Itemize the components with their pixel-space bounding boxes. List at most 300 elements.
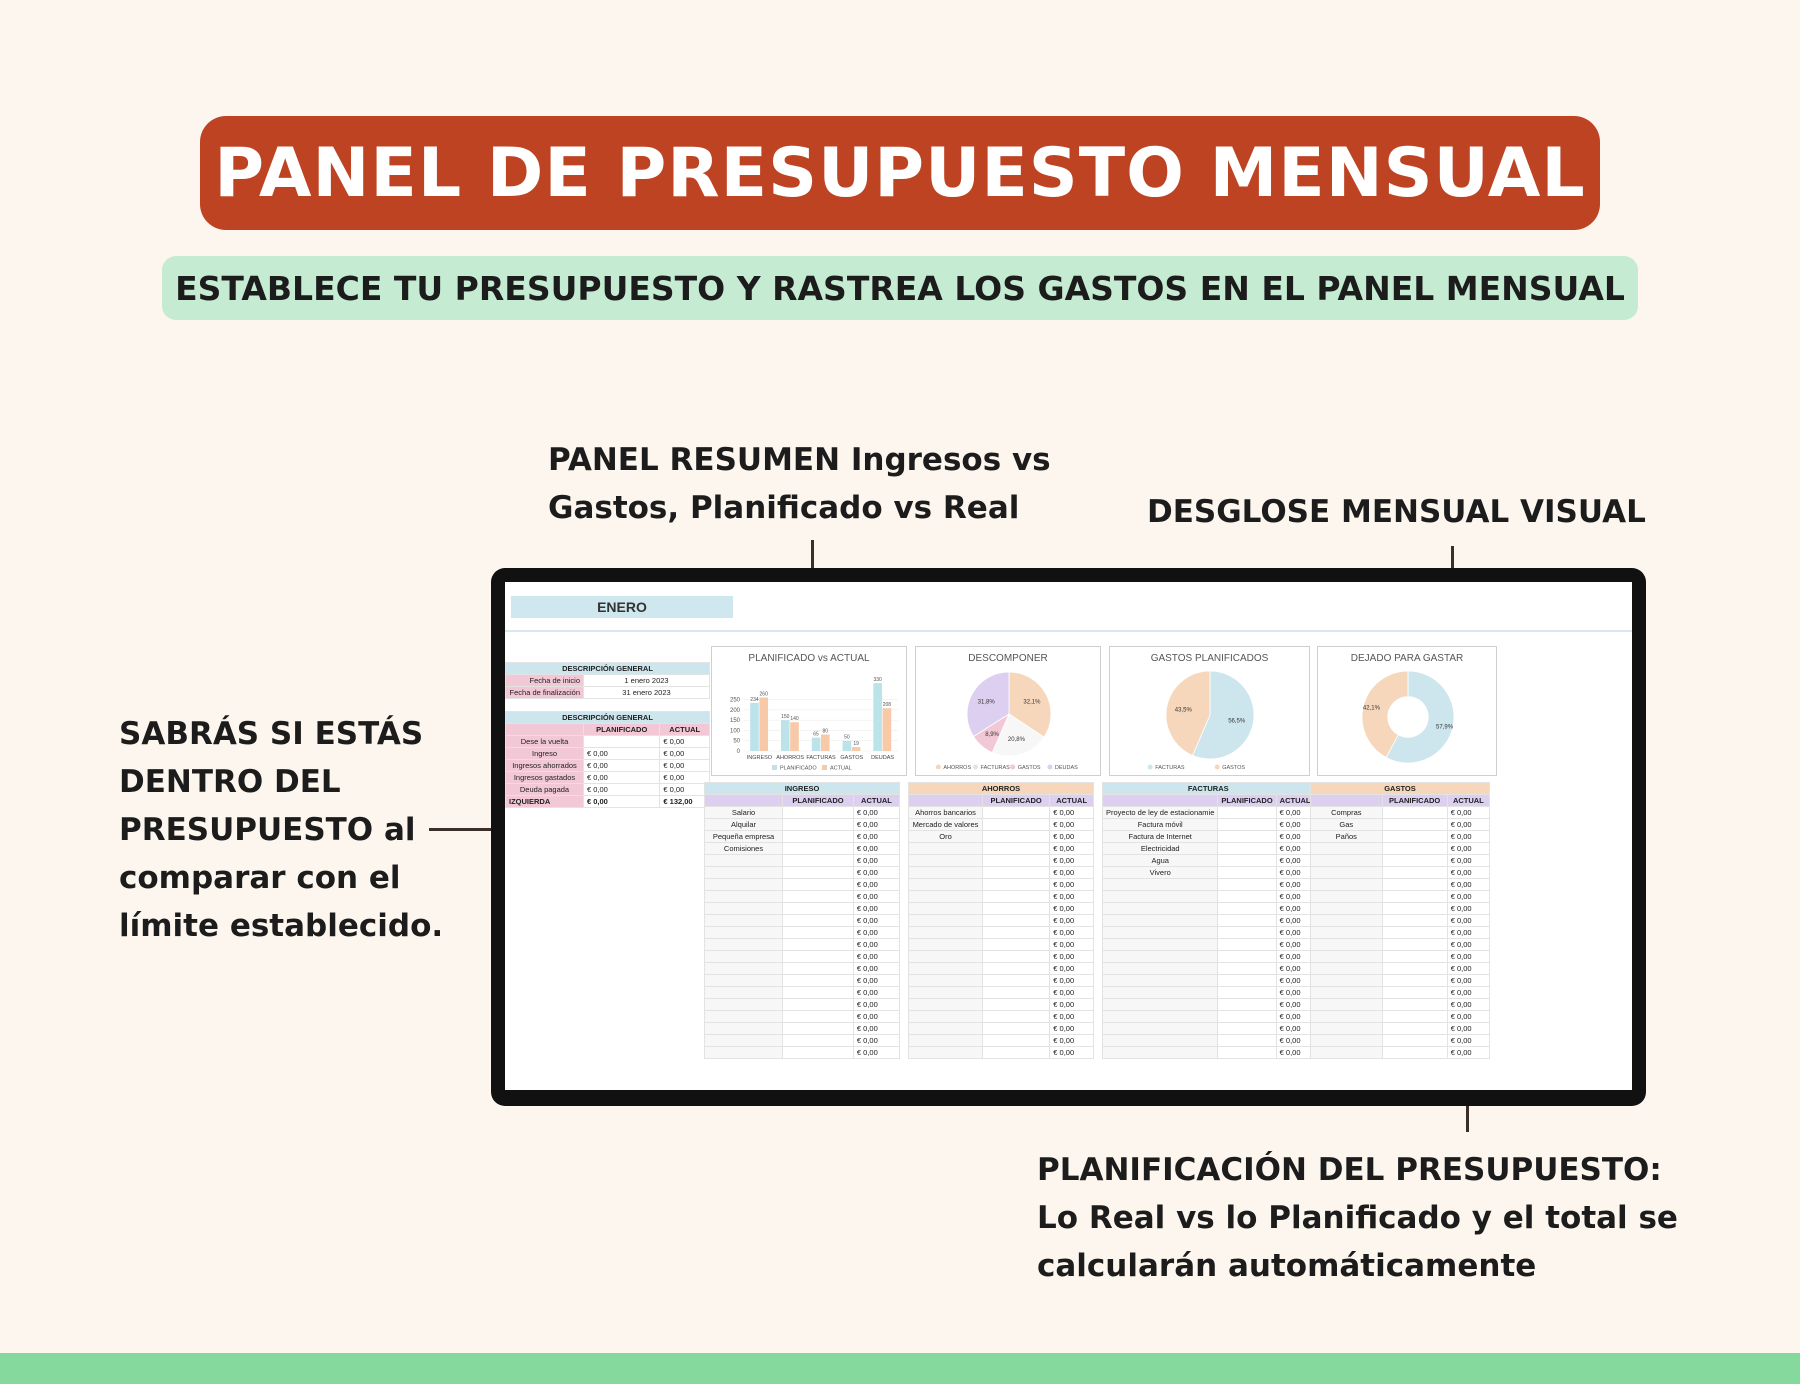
item-label[interactable]: Compras bbox=[1311, 807, 1383, 819]
item-label[interactable] bbox=[1103, 939, 1218, 951]
actual-cell[interactable]: € 0,00 bbox=[1050, 1023, 1094, 1035]
slice-label: 56,5% bbox=[1228, 718, 1246, 725]
planned-cell[interactable] bbox=[983, 807, 1050, 819]
item-label[interactable] bbox=[909, 903, 983, 915]
planned-cell[interactable] bbox=[1218, 1047, 1276, 1059]
item-label[interactable]: Agua bbox=[1103, 855, 1218, 867]
item-label[interactable] bbox=[705, 1023, 783, 1035]
actual-cell[interactable]: € 0,00 bbox=[1276, 819, 1314, 831]
item-label[interactable]: Gas bbox=[1311, 819, 1383, 831]
planned-cell[interactable] bbox=[983, 1023, 1050, 1035]
planned-cell[interactable] bbox=[783, 1011, 854, 1023]
actual-cell[interactable]: € 0,00 bbox=[1050, 807, 1094, 819]
planned-cell[interactable] bbox=[1218, 1023, 1276, 1035]
actual-cell[interactable]: € 0,00 bbox=[1276, 843, 1314, 855]
actual-cell[interactable]: € 0,00 bbox=[1276, 927, 1314, 939]
item-label[interactable]: Alquilar bbox=[705, 819, 783, 831]
actual-cell[interactable]: € 0,00 bbox=[1447, 975, 1489, 987]
y-tick-label: 100 bbox=[729, 728, 740, 735]
data-label: 50 bbox=[844, 734, 850, 741]
planned-cell[interactable] bbox=[783, 927, 854, 939]
planned-cell[interactable] bbox=[1382, 879, 1447, 891]
item-label[interactable] bbox=[705, 951, 783, 963]
planned-cell[interactable] bbox=[783, 891, 854, 903]
item-label[interactable] bbox=[1103, 927, 1218, 939]
item-label[interactable] bbox=[1311, 843, 1383, 855]
actual-cell[interactable]: € 0,00 bbox=[853, 987, 899, 999]
overview-actual[interactable]: € 0,00 bbox=[660, 748, 710, 760]
planned-cell[interactable] bbox=[783, 987, 854, 999]
actual-cell[interactable]: € 0,00 bbox=[853, 915, 899, 927]
planned-cell[interactable] bbox=[1382, 891, 1447, 903]
actual-cell[interactable]: € 0,00 bbox=[853, 999, 899, 1011]
planned-cell[interactable] bbox=[1382, 1023, 1447, 1035]
actual-cell[interactable]: € 0,00 bbox=[1447, 855, 1489, 867]
item-label[interactable] bbox=[909, 1047, 983, 1059]
planned-cell[interactable] bbox=[1218, 939, 1276, 951]
planned-cell[interactable] bbox=[783, 963, 854, 975]
actual-cell[interactable]: € 0,00 bbox=[1050, 975, 1094, 987]
planned-cell[interactable] bbox=[983, 975, 1050, 987]
item-label[interactable] bbox=[1103, 951, 1218, 963]
actual-cell[interactable]: € 0,00 bbox=[1050, 987, 1094, 999]
item-label[interactable]: Pequeña empresa bbox=[705, 831, 783, 843]
planned-cell[interactable] bbox=[1218, 915, 1276, 927]
planned-cell[interactable] bbox=[783, 819, 854, 831]
actual-cell[interactable]: € 0,00 bbox=[1050, 903, 1094, 915]
planned-cell[interactable] bbox=[1218, 831, 1276, 843]
planned-cell[interactable] bbox=[783, 1023, 854, 1035]
overview-actual[interactable]: € 0,00 bbox=[660, 760, 710, 772]
planned-cell[interactable] bbox=[1382, 819, 1447, 831]
actual-cell[interactable]: € 0,00 bbox=[1447, 1035, 1489, 1047]
item-label[interactable] bbox=[705, 1047, 783, 1059]
actual-cell[interactable]: € 0,00 bbox=[1447, 999, 1489, 1011]
overview-planned[interactable]: € 0,00 bbox=[584, 748, 660, 760]
donut-hole bbox=[1387, 696, 1428, 737]
planned-cell[interactable] bbox=[1218, 1035, 1276, 1047]
table-row bbox=[705, 819, 900, 831]
planned-cell[interactable] bbox=[983, 843, 1050, 855]
planned-cell[interactable] bbox=[1382, 927, 1447, 939]
chart-title: DESCOMPONER bbox=[968, 653, 1048, 664]
planned-cell[interactable] bbox=[783, 867, 854, 879]
actual-cell[interactable]: € 0,00 bbox=[853, 819, 899, 831]
planned-cell[interactable] bbox=[983, 879, 1050, 891]
actual-cell[interactable]: € 0,00 bbox=[1447, 879, 1489, 891]
item-label[interactable] bbox=[705, 927, 783, 939]
planned-cell[interactable] bbox=[983, 951, 1050, 963]
item-label[interactable]: Oro bbox=[909, 831, 983, 843]
category-header: FACTURAS bbox=[1103, 783, 1314, 795]
item-label[interactable]: Vivero bbox=[1103, 867, 1218, 879]
planned-cell[interactable] bbox=[983, 1047, 1050, 1059]
actual-cell[interactable]: € 0,00 bbox=[1050, 939, 1094, 951]
item-label[interactable] bbox=[1103, 1023, 1218, 1035]
item-label[interactable] bbox=[1311, 879, 1383, 891]
actual-cell[interactable]: € 0,00 bbox=[1276, 867, 1314, 879]
planned-cell[interactable] bbox=[1218, 879, 1276, 891]
actual-cell[interactable]: € 0,00 bbox=[853, 927, 899, 939]
item-label[interactable]: Mercado de valores bbox=[909, 819, 983, 831]
item-label[interactable] bbox=[909, 951, 983, 963]
item-label[interactable] bbox=[909, 1011, 983, 1023]
actual-cell[interactable]: € 0,00 bbox=[1447, 963, 1489, 975]
actual-cell[interactable]: € 0,00 bbox=[1050, 1047, 1094, 1059]
planned-cell[interactable] bbox=[783, 999, 854, 1011]
actual-cell[interactable]: € 0,00 bbox=[1276, 1047, 1314, 1059]
item-label[interactable] bbox=[909, 915, 983, 927]
actual-cell[interactable]: € 0,00 bbox=[1276, 999, 1314, 1011]
planned-cell[interactable] bbox=[783, 831, 854, 843]
table-row bbox=[1103, 927, 1314, 939]
overview-planned[interactable]: € 0,00 bbox=[584, 772, 660, 784]
item-label[interactable] bbox=[909, 999, 983, 1011]
table-row bbox=[1103, 1011, 1314, 1023]
item-label[interactable] bbox=[705, 999, 783, 1011]
planned-cell[interactable] bbox=[783, 843, 854, 855]
bar bbox=[821, 735, 830, 751]
table-row bbox=[1311, 975, 1490, 987]
planned-cell[interactable] bbox=[983, 999, 1050, 1011]
planned-cell[interactable] bbox=[783, 807, 854, 819]
planned-cell[interactable] bbox=[1218, 891, 1276, 903]
actual-cell[interactable]: € 0,00 bbox=[1276, 951, 1314, 963]
planned-cell[interactable] bbox=[1382, 855, 1447, 867]
actual-cell[interactable]: € 0,00 bbox=[1276, 1035, 1314, 1047]
overview-actual[interactable]: € 132,00 bbox=[660, 796, 710, 808]
planned-cell[interactable] bbox=[983, 963, 1050, 975]
actual-cell[interactable]: € 0,00 bbox=[1276, 915, 1314, 927]
legend-swatch bbox=[973, 765, 978, 770]
planned-cell[interactable] bbox=[783, 879, 854, 891]
item-label[interactable]: Comisiones bbox=[705, 843, 783, 855]
item-label[interactable] bbox=[1311, 999, 1383, 1011]
planned-cell[interactable] bbox=[783, 975, 854, 987]
item-label[interactable] bbox=[1103, 999, 1218, 1011]
actual-cell[interactable]: € 0,00 bbox=[853, 951, 899, 963]
item-label[interactable] bbox=[705, 975, 783, 987]
actual-cell[interactable]: € 0,00 bbox=[1276, 879, 1314, 891]
planned-cell[interactable] bbox=[983, 987, 1050, 999]
item-label[interactable] bbox=[1311, 951, 1383, 963]
planned-cell[interactable] bbox=[983, 939, 1050, 951]
planned-cell[interactable] bbox=[1382, 951, 1447, 963]
item-label[interactable] bbox=[909, 879, 983, 891]
item-label[interactable] bbox=[1311, 867, 1383, 879]
item-label[interactable]: Factura de Internet bbox=[1103, 831, 1218, 843]
actual-cell[interactable]: € 0,00 bbox=[1447, 843, 1489, 855]
item-label[interactable]: Ahorros bancarios bbox=[909, 807, 983, 819]
actual-cell[interactable]: € 0,00 bbox=[1050, 927, 1094, 939]
item-label[interactable] bbox=[705, 903, 783, 915]
actual-cell[interactable]: € 0,00 bbox=[1276, 903, 1314, 915]
item-label[interactable] bbox=[1103, 891, 1218, 903]
item-label[interactable] bbox=[1311, 987, 1383, 999]
actual-cell[interactable]: € 0,00 bbox=[1276, 963, 1314, 975]
overview-value[interactable]: 31 enero 2023 bbox=[584, 687, 710, 699]
planned-cell[interactable] bbox=[783, 903, 854, 915]
item-label[interactable] bbox=[1311, 975, 1383, 987]
planned-cell[interactable] bbox=[1218, 843, 1276, 855]
actual-cell[interactable]: € 0,00 bbox=[1447, 1047, 1489, 1059]
item-label[interactable] bbox=[1103, 1047, 1218, 1059]
planned-cell[interactable] bbox=[983, 891, 1050, 903]
actual-cell[interactable]: € 0,00 bbox=[1050, 879, 1094, 891]
item-label[interactable] bbox=[705, 879, 783, 891]
item-label[interactable] bbox=[1103, 1035, 1218, 1047]
item-label[interactable] bbox=[705, 891, 783, 903]
planned-cell[interactable] bbox=[983, 819, 1050, 831]
item-label[interactable] bbox=[705, 867, 783, 879]
planned-cell[interactable] bbox=[1382, 915, 1447, 927]
planned-cell[interactable] bbox=[983, 1035, 1050, 1047]
item-label[interactable] bbox=[909, 855, 983, 867]
item-label[interactable] bbox=[909, 867, 983, 879]
item-label[interactable] bbox=[705, 1011, 783, 1023]
table-row bbox=[1103, 843, 1314, 855]
table-row bbox=[705, 855, 900, 867]
planned-cell[interactable] bbox=[1218, 987, 1276, 999]
item-label[interactable] bbox=[705, 855, 783, 867]
item-label[interactable] bbox=[1103, 987, 1218, 999]
slice-label: 8,9% bbox=[985, 731, 999, 738]
planned-cell[interactable] bbox=[1382, 867, 1447, 879]
planned-cell[interactable] bbox=[1218, 855, 1276, 867]
actual-cell[interactable]: € 0,00 bbox=[853, 855, 899, 867]
screenshot-frame bbox=[491, 568, 1646, 1106]
actual-cell[interactable]: € 0,00 bbox=[853, 903, 899, 915]
planned-cell[interactable] bbox=[1382, 843, 1447, 855]
item-label[interactable] bbox=[909, 975, 983, 987]
actual-cell[interactable]: € 0,00 bbox=[1050, 855, 1094, 867]
actual-cell[interactable]: € 0,00 bbox=[853, 963, 899, 975]
planned-cell[interactable] bbox=[1382, 831, 1447, 843]
planned-cell[interactable] bbox=[1218, 999, 1276, 1011]
item-label[interactable]: Paños bbox=[1311, 831, 1383, 843]
actual-cell[interactable]: € 0,00 bbox=[1447, 915, 1489, 927]
actual-cell[interactable]: € 0,00 bbox=[1276, 831, 1314, 843]
actual-cell[interactable]: € 0,00 bbox=[853, 867, 899, 879]
planned-cell[interactable] bbox=[983, 927, 1050, 939]
item-label[interactable] bbox=[1103, 1011, 1218, 1023]
item-label[interactable] bbox=[1103, 915, 1218, 927]
item-label[interactable] bbox=[705, 987, 783, 999]
overview-planned[interactable]: € 0,00 bbox=[584, 760, 660, 772]
bar bbox=[873, 683, 882, 751]
actual-cell[interactable]: € 0,00 bbox=[1447, 1023, 1489, 1035]
overview-value[interactable]: 1 enero 2023 bbox=[584, 675, 710, 687]
planned-cell[interactable] bbox=[983, 1011, 1050, 1023]
actual-cell[interactable]: € 0,00 bbox=[853, 939, 899, 951]
item-label[interactable] bbox=[1311, 915, 1383, 927]
pie-chart-breakdown-svg bbox=[916, 647, 1102, 777]
actual-cell[interactable]: € 0,00 bbox=[1276, 975, 1314, 987]
actual-cell[interactable]: € 0,00 bbox=[853, 1011, 899, 1023]
table-row bbox=[705, 915, 900, 927]
actual-cell[interactable]: € 0,00 bbox=[1050, 867, 1094, 879]
planned-cell[interactable] bbox=[1218, 1011, 1276, 1023]
planned-cell[interactable] bbox=[783, 1047, 854, 1059]
item-label[interactable] bbox=[1103, 975, 1218, 987]
actual-cell[interactable]: € 0,00 bbox=[853, 975, 899, 987]
actual-cell[interactable]: € 0,00 bbox=[853, 1047, 899, 1059]
actual-cell[interactable]: € 0,00 bbox=[1050, 963, 1094, 975]
planned-cell[interactable] bbox=[983, 831, 1050, 843]
planned-cell[interactable] bbox=[1218, 963, 1276, 975]
planned-cell[interactable] bbox=[983, 903, 1050, 915]
planned-cell[interactable] bbox=[1382, 963, 1447, 975]
planned-cell[interactable] bbox=[1382, 1011, 1447, 1023]
data-label: 208 bbox=[882, 702, 892, 709]
item-label[interactable] bbox=[705, 1035, 783, 1047]
overview-planned[interactable]: € 0,00 bbox=[584, 784, 660, 796]
table-row bbox=[909, 1023, 1094, 1035]
actual-cell[interactable]: € 0,00 bbox=[1447, 939, 1489, 951]
planned-cell[interactable] bbox=[1382, 975, 1447, 987]
actual-cell[interactable]: € 0,00 bbox=[1276, 939, 1314, 951]
actual-cell[interactable]: € 0,00 bbox=[1050, 951, 1094, 963]
overview-actual[interactable]: € 0,00 bbox=[660, 736, 710, 748]
overview-planned[interactable] bbox=[584, 736, 660, 748]
actual-cell[interactable]: € 0,00 bbox=[853, 807, 899, 819]
actual-cell[interactable]: € 0,00 bbox=[1050, 1035, 1094, 1047]
actual-cell[interactable]: € 0,00 bbox=[1276, 1011, 1314, 1023]
planned-cell[interactable] bbox=[983, 915, 1050, 927]
item-label[interactable] bbox=[1103, 879, 1218, 891]
overview-actual[interactable]: € 0,00 bbox=[660, 784, 710, 796]
planned-cell[interactable] bbox=[1218, 951, 1276, 963]
actual-cell[interactable]: € 0,00 bbox=[1050, 891, 1094, 903]
planned-cell[interactable] bbox=[1218, 975, 1276, 987]
actual-cell[interactable]: € 0,00 bbox=[1447, 987, 1489, 999]
item-label[interactable] bbox=[1311, 1023, 1383, 1035]
item-label[interactable] bbox=[1311, 1035, 1383, 1047]
annotation-bottom-line: Lo Real vs lo Planificado y el total se bbox=[1037, 1200, 1678, 1236]
overview-actual[interactable]: € 0,00 bbox=[660, 772, 710, 784]
planned-cell[interactable] bbox=[983, 855, 1050, 867]
planned-cell[interactable] bbox=[1218, 903, 1276, 915]
item-label[interactable]: Salario bbox=[705, 807, 783, 819]
planned-cell[interactable] bbox=[983, 867, 1050, 879]
actual-cell[interactable]: € 0,00 bbox=[853, 843, 899, 855]
item-label[interactable] bbox=[909, 891, 983, 903]
item-label[interactable] bbox=[705, 963, 783, 975]
actual-cell[interactable]: € 0,00 bbox=[1050, 819, 1094, 831]
planned-cell[interactable] bbox=[1218, 927, 1276, 939]
actual-cell[interactable]: € 0,00 bbox=[853, 1035, 899, 1047]
planned-cell[interactable] bbox=[1218, 807, 1276, 819]
actual-cell[interactable]: € 0,00 bbox=[1050, 1011, 1094, 1023]
annotation-summary-line: Gastos, Planificado vs Real bbox=[548, 490, 1020, 526]
item-label[interactable] bbox=[909, 939, 983, 951]
item-label[interactable] bbox=[1103, 963, 1218, 975]
item-label[interactable] bbox=[1311, 855, 1383, 867]
actual-cell[interactable]: € 0,00 bbox=[1050, 999, 1094, 1011]
item-label[interactable]: Electricidad bbox=[1103, 843, 1218, 855]
item-label[interactable] bbox=[909, 963, 983, 975]
table-row bbox=[909, 951, 1094, 963]
table-row bbox=[705, 999, 900, 1011]
actual-cell[interactable]: € 0,00 bbox=[1447, 867, 1489, 879]
actual-cell[interactable]: € 0,00 bbox=[1447, 951, 1489, 963]
planned-cell[interactable] bbox=[783, 1035, 854, 1047]
actual-cell[interactable]: € 0,00 bbox=[853, 831, 899, 843]
actual-cell[interactable]: € 0,00 bbox=[1276, 987, 1314, 999]
planned-cell[interactable] bbox=[1382, 939, 1447, 951]
overview-planned[interactable]: € 0,00 bbox=[584, 796, 660, 808]
actual-cell[interactable]: € 0,00 bbox=[1276, 855, 1314, 867]
actual-cell[interactable]: € 0,00 bbox=[1050, 831, 1094, 843]
planned-cell[interactable] bbox=[783, 915, 854, 927]
item-label[interactable] bbox=[1311, 1011, 1383, 1023]
table-row bbox=[1103, 963, 1314, 975]
chart-title: PLANIFICADO vs ACTUAL bbox=[748, 653, 870, 664]
planned-cell[interactable] bbox=[783, 855, 854, 867]
actual-cell[interactable]: € 0,00 bbox=[1276, 891, 1314, 903]
actual-cell[interactable]: € 0,00 bbox=[1447, 819, 1489, 831]
month-label: ENERO bbox=[511, 596, 733, 618]
actual-cell[interactable]: € 0,00 bbox=[1447, 831, 1489, 843]
actual-cell[interactable]: € 0,00 bbox=[853, 891, 899, 903]
item-label[interactable]: Proyecto de ley de estacionamie bbox=[1103, 807, 1218, 819]
actual-cell[interactable]: € 0,00 bbox=[1276, 1023, 1314, 1035]
item-label[interactable] bbox=[1103, 903, 1218, 915]
legend-label: GASTOS bbox=[1222, 765, 1246, 771]
bar bbox=[883, 708, 892, 751]
actual-cell[interactable]: € 0,00 bbox=[1447, 891, 1489, 903]
actual-cell[interactable]: € 0,00 bbox=[1050, 915, 1094, 927]
planned-cell[interactable] bbox=[1382, 987, 1447, 999]
planned-cell[interactable] bbox=[1382, 903, 1447, 915]
planned-cell[interactable] bbox=[1382, 999, 1447, 1011]
actual-cell[interactable]: € 0,00 bbox=[853, 879, 899, 891]
item-label[interactable] bbox=[1311, 903, 1383, 915]
planned-cell[interactable] bbox=[1382, 807, 1447, 819]
actual-cell[interactable]: € 0,00 bbox=[1447, 903, 1489, 915]
item-label[interactable] bbox=[705, 939, 783, 951]
item-label[interactable] bbox=[1311, 891, 1383, 903]
item-label[interactable] bbox=[909, 927, 983, 939]
item-label[interactable] bbox=[705, 915, 783, 927]
item-label[interactable] bbox=[909, 843, 983, 855]
column-header-actual: ACTUAL bbox=[1050, 795, 1094, 807]
actual-cell[interactable]: € 0,00 bbox=[1447, 1011, 1489, 1023]
item-label[interactable] bbox=[909, 1035, 983, 1047]
planned-cell[interactable] bbox=[1382, 1047, 1447, 1059]
category-table-ingreso bbox=[704, 782, 900, 1059]
planned-cell[interactable] bbox=[1218, 867, 1276, 879]
item-label[interactable] bbox=[909, 987, 983, 999]
y-tick-label: 250 bbox=[729, 697, 740, 704]
planned-cell[interactable] bbox=[1218, 819, 1276, 831]
actual-cell[interactable]: € 0,00 bbox=[1276, 807, 1314, 819]
item-label[interactable] bbox=[1311, 927, 1383, 939]
overview-label: IZQUIERDA bbox=[506, 796, 584, 808]
actual-cell[interactable]: € 0,00 bbox=[1447, 807, 1489, 819]
item-label[interactable]: Factura móvil bbox=[1103, 819, 1218, 831]
planned-cell[interactable] bbox=[783, 951, 854, 963]
item-label[interactable] bbox=[909, 1023, 983, 1035]
actual-cell[interactable]: € 0,00 bbox=[853, 1023, 899, 1035]
planned-cell[interactable] bbox=[783, 939, 854, 951]
item-label[interactable] bbox=[1311, 963, 1383, 975]
item-label[interactable] bbox=[1311, 939, 1383, 951]
actual-cell[interactable]: € 0,00 bbox=[1050, 843, 1094, 855]
actual-cell[interactable]: € 0,00 bbox=[1447, 927, 1489, 939]
item-label[interactable] bbox=[1311, 1047, 1383, 1059]
planned-cell[interactable] bbox=[1382, 1035, 1447, 1047]
